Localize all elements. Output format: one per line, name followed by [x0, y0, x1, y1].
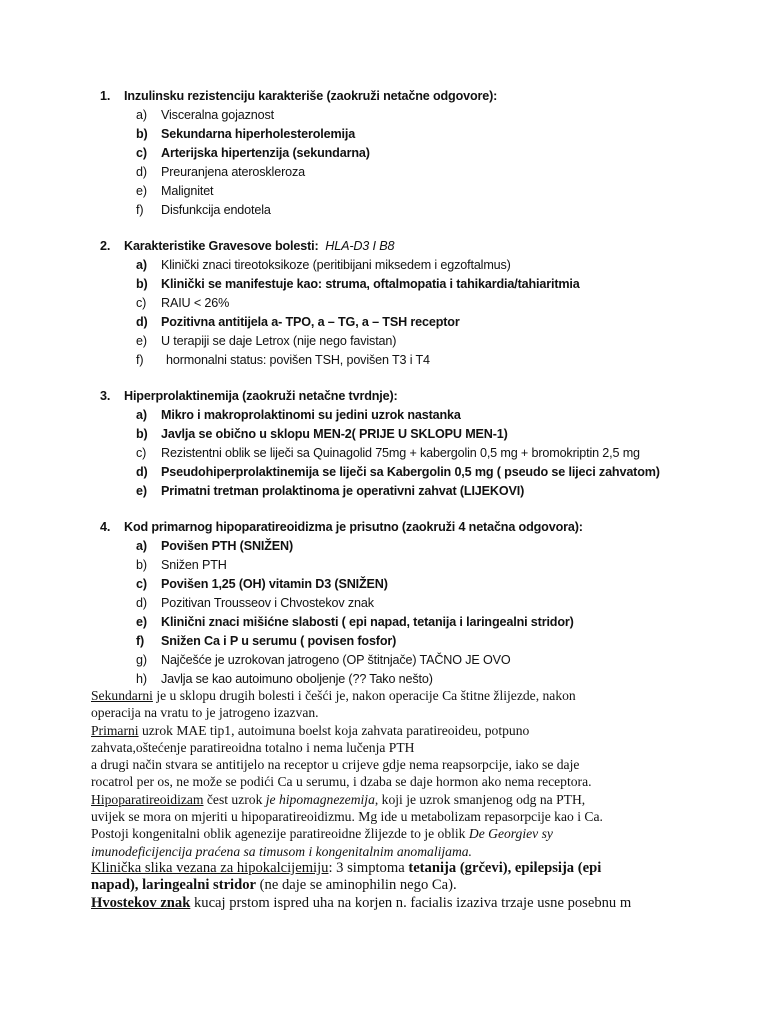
- document-page: 1. Inzulinsku rezistenciju karakteriše (zaokruži netačne odgovore): a) Visceralna gojaznost b) Sekundarna hiperholesterolemija c) Arterijska hipertenzija (sekundarna) d) Preuranjena ateroskleroza e) Malignitet f) Disfunkcija endotela 2. Karakteristike Gravesove bolesti: HLA-D3 I B8 a) Klinički znaci tireotoksikoze (peritibijani miksedem i egzoftalmus) b) Klinički se manifestuje kao: struma, oftalmopatia i tahikardia/tahiaritmia c) RAIU < 26% d) Pozitivna antitijela a- TPO, a – TG, a – TSH receptor e) U terapiji se daje Letrox (nije nego favistan) f) hormonalni status: povišen TSH, povišen T3 i T4 3. Hiperprolaktinemija (zaokruži netačne tvrdnje): a) Mikro i makroprolaktinomi su jedini uzrok nastanka b) Javlja se obično u sklopu MEN-2( PRIJE U SKLOPU MEN-1) c) Rezistentni oblik se liječi sa Quinagolid 75mg + kabergolin 0,5 mg + bromokriptin 2,5 mg d) Pseudohiperprolaktinemija se liječi sa Kabergolin 0,5 mg ( pseudo se lijeci zahvatom) e) Primatni tretman prolaktinoma je operativni zahvat (LIJEKOVI) 4. Kod primarnog hipoparatireoidizma je prisutno (zaokruži 4 netačna odgovora): a) Povišen PTH (SNIŽEN) b) Snižen PTH c) Povišen 1,25 (OH) vitamin D3 (SNIŽEN) d) Pozitivan Trousseov i Chvostekov znak e) Klinični znaci mišićne slabosti ( epi napad, tetanija i laringealni stridor) f) Snižen Ca i P u serumu ( povisen fosfor) g) Najčešće je uzrokovan jatrogeno (OP štitnjače) TAČNO JE OVO h) Javlja se kao autoimuno oboljenje (?? Tako nešto) Sekundarni je u sklopu drugih bolesti i češći je, nakon operacije Ca štitne žlijezde, nakon operacija na vratu to je jatrogeno izazvan. Primarni uzrok MAE tip1, autoimuna boelst koja zahvata paratireoideu, potpuno zahvata,oštećenje paratireoidna totalno i nema lučenja PTH a drugi način stvara se antitijelo na receptor u crijeve gdje nema reapsorpcije, iako se daje rocatrol per os, ne može se podići Ca u serumu, i dzaba se daje hormon ako nema receptora. Hipoparatireoidizam čest uzrok je hipomagnezemija, koji je uzrok smanjenog odg na PTH, uvijek se mora on mjeriti u hipoparatireoidizmu. Mg ide u metabolizam repasorpcije kao i Ca. Postoji kongenitalni oblik agenezije paratireoidne žlijezde to je oblik De Georgiev sy imunodeficijencija praćena sa timusom i kongenitalnim anomalijama. Klinička slika vezana za hipokalcijemiju: 3 simptoma tetanija (grčevi), epilepsija (epi napad), laringealni stridor (ne daje se aminophilin nego Ca). Hvostekov znak kucaj prstom ispred uha na korjen n. facialis izaziva trzaje usne posebnu m: [0, 0, 768, 1024]
- note-line: rocatrol per os, ne može se podići Ca u serumu, i dzaba se daje hormon ako nema receptora.: [91, 774, 592, 790]
- question-number: 2.: [100, 239, 111, 253]
- question-text: Karakteristike Gravesove bolesti:: [124, 239, 319, 253]
- note-line: Klinička slika vezana za hipokalcijemiju: 3 simptoma tetanija (grčevi), epilepsija (epi: [91, 859, 602, 876]
- question-number: 1.: [100, 89, 111, 103]
- note-line: Hvostekov znak kucaj prstom ispred uha na korjen n. facialis izaziva trzaje usne posebnu m: [91, 894, 632, 911]
- note-line: a drugi način stvara se antitijelo na receptor u crijeve gdje nema reapsorpcije, iako se daje: [91, 757, 580, 773]
- note-line: uvijek se mora on mjeriti u hipoparatireoidizmu. Mg ide u metabolizam repasorpcije kao i Ca.: [91, 809, 603, 825]
- question-number: 3.: [100, 389, 111, 403]
- notes-section: [91, 687, 691, 912]
- note-line: zahvata,oštećenje paratireoidna totalno i nema lučenja PTH: [91, 739, 415, 755]
- note-line: napad), laringealni stridor (ne daje se aminophilin nego Ca).: [91, 877, 457, 894]
- question-hla-note: HLA-D3 I B8: [325, 239, 395, 253]
- question-number: 4.: [100, 520, 111, 534]
- note-line: Primarni uzrok MAE tip1, autoimuna boelst koja zahvata paratireoideu, potpuno: [91, 722, 530, 738]
- note-line: Postoji kongenitalni oblik agenezije paratireoidne žlijezde to je oblik De Georgiev sy: [91, 826, 553, 842]
- question-text: Inzulinsku rezistenciju karakteriše (zaokruži netačne odgovore):: [124, 89, 498, 103]
- question-text: Kod primarnog hipoparatireoidizma je prisutno (zaokruži 4 netačna odgovora):: [124, 520, 583, 534]
- note-line: Hipoparatireoidizam čest uzrok je hipomagnezemija, koji je uzrok smanjenog odg na PTH,: [91, 791, 586, 807]
- note-line: imunodeficijencija praćena sa timusom i kongenitalnim anomalijama.: [91, 843, 472, 859]
- note-line: operacija na vratu to je jatrogeno izazvan.: [91, 705, 319, 721]
- note-line: Sekundarni je u sklopu drugih bolesti i češći je, nakon operacije Ca štitne žlijezde, nakon: [91, 688, 576, 703]
- question-text: Hiperprolaktinemija (zaokruži netačne tvrdnje):: [124, 389, 398, 403]
